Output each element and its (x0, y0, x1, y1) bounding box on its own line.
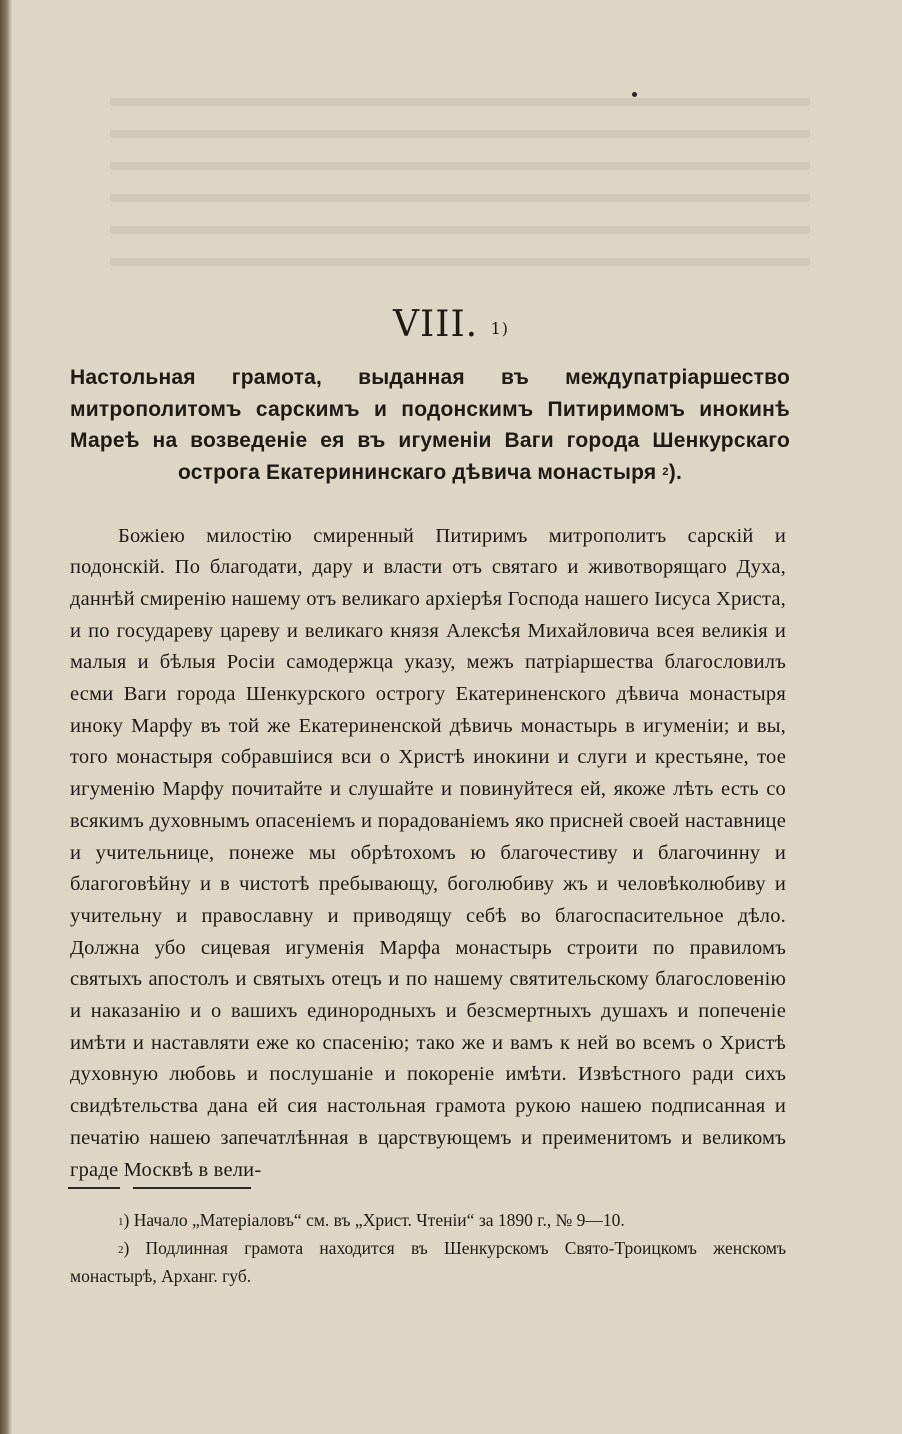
footnote-divider-left (68, 1187, 120, 1189)
document-title (70, 362, 790, 488)
section-heading (0, 300, 902, 350)
book-binding-edge (0, 0, 12, 1434)
section-footnote-ref: 1) (490, 319, 509, 338)
footnote-divider-right (133, 1187, 251, 1189)
title-ending: ). (668, 460, 682, 484)
ink-dot-mark (632, 92, 637, 97)
section-number: VIII. (393, 304, 479, 345)
footnote-1 (70, 1206, 786, 1234)
footnote-1-text: ) Начало „Матеріаловъ“ см. въ „Христ. Чтеніи“ за 1890 г., № 9—10. (123, 1210, 625, 1230)
title-footnote-ref: 2 (662, 465, 669, 478)
document-title-text: Настольная грамота, выданная въ междупатріаршество митрополитомъ сарскимъ и подонскимъ Питиримомъ инокинѣ Мареѣ на возведеніе ея въ игуменіи Ваги города Шенкурскаго острога Екатерининскаго дѣвича монастыря (70, 366, 790, 484)
footnote-1-mark: 1 (118, 1216, 124, 1228)
reverse-side-bleed-through (110, 80, 810, 280)
footnotes (70, 1206, 786, 1290)
body-paragraph: Божіею милостію смиренный Питиримъ митрополитъ сарскій и подонскій. По благодати, дару и власти отъ святаго и животворящаго Духа, даннѣй смиренію нашему отъ великаго архіерѣя Господа нашего Іисуса Христа, и по государеву цареву и великаго князя Алексѣя Михайловича всея великія и малыя и бѣлыя Росіи самодержца указу, межъ патріаршества благословилъ есми Ваги города Шенкурского острогу Екатериненского дѣвича монастыря иноку Марфу въ той же Екатериненской дѣвичь монастырь в игуменіи; и вы, того монастыря собравшіися вси о Христѣ инокини и слуги и крестьяне, тое игуменію Марфу почитайте и слушайте и повинуйтеся ей, якоже лѣть есть со всякимъ духовнымъ опасеніемъ и порадованіемъ яко присней своей наставнице и учительнице, понеже мы обрѣтохомъ ю благочестиву и благочинну и благоговѣйну и в чистотѣ пребывающу, боголюбиву жъ и человѣколюбиву и учительну и православну и приводящу себѣ во благоспасительное дѣло. Должна убо сицевая игуменія Марфа монастырь строити по правиломъ святыхъ апостолъ и святыхъ отецъ и по нашему святительскому благословенію и наказанію и о вашихъ единородныхъ и безсмертныхъ душахъ и попеченіе имѣти и наставляти еже ко спасенію; тако же и вамъ к ней во всемъ о Христѣ духовную любовь и послушаніе и покореніе имѣти. Извѣстного ради сихъ свидѣтельства дана ей сия настольная грамота рукою нашею подписанная и печатію нашею запечатлѣнная в царствующемъ и преименитомъ и великомъ граде Москвѣ в вели- (70, 524, 786, 1181)
footnote-2-mark: 2 (118, 1244, 124, 1256)
footnote-2-text: ) Подлинная грамота находится въ Шенкурскомъ Свято-Троицкомъ женскомъ монастырѣ, Арханг. губ. (70, 1238, 786, 1286)
footnote-2 (70, 1234, 786, 1290)
